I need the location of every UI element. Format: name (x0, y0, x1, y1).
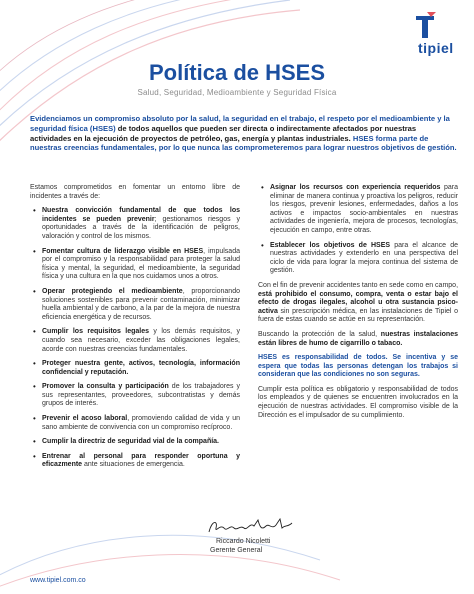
responsibility-highlight: HSES es responsabilidad de todos. (258, 354, 388, 362)
intro-paragraph (30, 114, 458, 153)
list-item-text: para el alcance de nuestras actividades y extenderlo en una perspectiva del ciclo de vida para lograr la mejora continua del sistema de gestión. (270, 241, 459, 275)
list-item-bold: Promover la consulta y participación (42, 383, 169, 391)
tipiel-logo-icon (412, 10, 438, 40)
list-item-bold: Nuestra convicción fundamental de que todos los incidentes se pueden prevenir (42, 207, 240, 223)
list-item-bold: Cumplir la directriz de seguridad vial de la compañía. (42, 438, 219, 446)
intro-part-2: de todos aquellos que pueden ser directa o indirectamente afectados por nuestras actividades en la ejecución de proyectos de petróleo, gas, energía y plantas industriales. (30, 123, 417, 143)
list-item-text: para eliminar de manera continua y proactiva los peligros, reducir los riesgos, prevenir lesiones, enfermedades, daños a los activos e impactos socio-ambientales en nuestras actividades de ingeniería, mejora de procesos, tecnologías, ejecución en campo, entre otras. (270, 184, 458, 234)
handwritten-signature (206, 516, 296, 538)
list-item-text: de los trabajadores y sus representantes, proveedores, subcontratistas y demás grupos de interés. (42, 383, 240, 408)
list-item (258, 184, 458, 236)
list-item (30, 360, 240, 377)
smoke-free-text: Buscando la protección de la salud, (258, 330, 381, 338)
responsibility-text: Se incentiva y se espera que todas las personas detengan los trabajos si consideran que las condiciones no son seguras. (258, 354, 458, 379)
list-item (258, 242, 458, 276)
left-lead: Estamos comprometidos en fomentar un entorno libre de incidentes a través de: (30, 184, 240, 200)
list-item-bold: Cumplir los requisitos legales (42, 328, 150, 336)
list-item-text: y los demás requisitos, y cuando sea necesario, exceder las obligaciones legales, acorde con nuestras creencias fundamentales. (42, 328, 240, 353)
website-link[interactable]: www.tipiel.com.co (30, 577, 86, 584)
list-item-text: ante situaciones de emergencia. (82, 461, 185, 469)
intro-part-3: HSES forma parte de nuestras creencias fundamentales, por lo que nunca las comprometeremos para lograr nuestros objetivos de gestión. (30, 133, 457, 153)
smoke-free-paragraph (258, 331, 458, 348)
list-item-bold: Operar protegiendo el medioambiente (42, 287, 183, 295)
list-item (30, 453, 240, 470)
list-item-bold: Entrenar al personal para responder oportuna y eficazmente (42, 452, 240, 469)
list-item-bold: Proteger nuestra gente, activos, tecnología, información confidencial y reputación. (42, 360, 240, 376)
list-item (30, 438, 240, 447)
left-column (30, 184, 240, 476)
list-item-text: ; gestionamos riesgos y oportunidades a través de la identificación de peligros, valoración y control de los mismos. (42, 215, 240, 240)
intro-part-1: Evidenciamos un compromiso absoluto por la salud, la seguridad en el trabajo, el respeto por el medioambiente y la seguridad física (HSES) (30, 114, 450, 133)
drug-policy-text-end: sin prescripción médica, en las instalaciones de Tipiel o fuera de estas cuando se actúe en su representación. (258, 307, 458, 324)
compliance-paragraph: Cumplir esta política es obligatorio y responsabilidad de todos los empleados y de quienes se encuentren involucrados en la ejecución de nuestras actividades. El compromiso visible de la Dirección es el impulsador de su cumplimiento. (258, 385, 458, 419)
smoke-free-bold: nuestras instalaciones están libres de humo de cigarrillo o tabaco. (258, 330, 458, 347)
list-item-bold: Fomentar cultura de liderazgo visible en HSES (42, 247, 204, 255)
page-subtitle: Salud, Seguridad, Medioambiente y Seguridad Física (137, 88, 337, 97)
list-item (30, 207, 240, 241)
list-item (30, 288, 240, 322)
list-item (30, 383, 240, 409)
signatory-title: Gerente General (210, 547, 263, 554)
list-item-bold: Asignar los recursos con experiencia requeridos (270, 184, 441, 191)
list-item-text: , proporcionando soluciones sostenibles para prevenir contaminación, minimizar huella ambiental y de carbono, a la par de la mejora de nuestra eficiencia energética y de recursos. (42, 287, 240, 321)
drug-policy-paragraph (258, 282, 458, 325)
list-item-text: , impulsada por el compromiso y la responsabilidad para proteger la salud física y mental, la seguridad, el medioambiente, la seguridad física y una cultura en la que nos cuidamos unos a otros. (42, 247, 240, 281)
list-item-bold: Establecer los objetivos de HSES (270, 241, 391, 249)
list-item-bold: Prevenir el acoso laboral (42, 415, 128, 423)
drug-policy-bold: está prohibido el consumo, compra, venta o estar bajo el efecto de drogas ilegales, alcohol u otra sustancia psico-activa (258, 290, 458, 315)
list-item (30, 248, 240, 282)
commitment-list-right (258, 184, 458, 276)
list-item (30, 415, 240, 432)
commitment-list-left (30, 207, 240, 470)
right-column (258, 184, 458, 426)
signatory-name: Riccardo Nicoletti (216, 538, 271, 545)
company-logo (404, 10, 464, 60)
logo-wordmark: tipiel (418, 40, 454, 56)
drug-policy-text: Con el fin de prevenir accidentes tanto en sede como en campo, (258, 281, 459, 289)
list-item (30, 328, 240, 354)
responsibility-paragraph (258, 354, 458, 380)
page-title: Política de HSES (148, 60, 326, 85)
list-item-text: , promoviendo calidad de vida y un sano ambiente de convivencia con un compromiso recíproco. (42, 415, 240, 431)
